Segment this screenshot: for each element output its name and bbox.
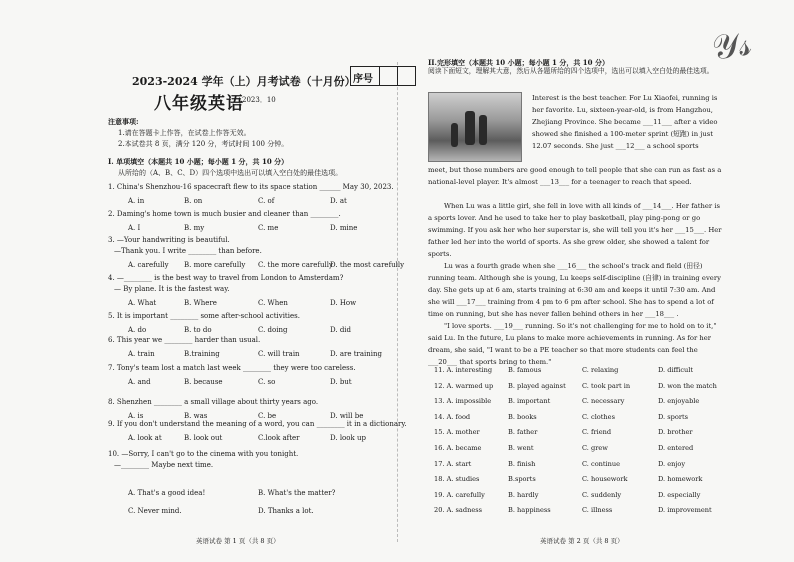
question-stem-line2: —________ Maybe next time. — [114, 461, 214, 469]
passage-paragraph-4: "I love sports. ___19___ running. So it's not challenging for me to hold on to it," said Lu. In the future, Lu plans to make more achievements in running. As for her dream, she said, "I want to be a PE teacher so that more students can feel the ___20___ that sports bring to them." — [428, 322, 717, 366]
note-2: 2.本试卷共 8 页，满分 120 分，考试时间 100 分钟。 — [118, 140, 289, 148]
choice-option: D. especially — [658, 490, 701, 499]
question-stem-line2: —Thank you. I write ________ than before. — [114, 247, 262, 255]
answer-option: C. Never mind. — [128, 507, 182, 515]
choice-option: B.sports — [508, 475, 536, 484]
choice-option: B. played against — [508, 381, 566, 390]
choice-option: 15. A. mother — [434, 428, 480, 437]
answer-option: A. and — [128, 378, 151, 386]
passage-paragraph-2: When Lu was a little girl, she fell in love with all kinds of ___14___. Her father is a sports lover. And he used to take her to play basketball, play ping-pong or go swimming. If you ask her who her superstar is, she will tell you it's her ___15___. Her father led her into the world of sports. As she grew older, she showed a talent for sports. — [428, 202, 722, 258]
choice-option: 18. A. studies — [434, 475, 480, 484]
choice-option: D. enjoy — [658, 459, 686, 468]
question-stem-line2: — By plane. It is the fastest way. — [114, 285, 230, 293]
question-stem: 8. Shenzhen ________ a small village about thirty years ago. — [108, 398, 319, 406]
choice-option: D. homework — [658, 475, 703, 484]
choice-option: D. difficult — [658, 366, 694, 374]
seq-number-box — [350, 66, 416, 86]
choice-option: B. went — [508, 444, 534, 452]
answer-option: B. because — [184, 378, 223, 386]
runner-photo — [428, 92, 522, 162]
section2-instructions: 阅读下面短文，理解其大意，然后从各题所给的四个选项中，选出可以填入空白处的最佳选项。 — [428, 67, 714, 75]
answer-option: B. to do — [184, 326, 212, 334]
answer-option: A. I — [128, 224, 141, 232]
seq-cell[interactable] — [379, 67, 398, 85]
choice-option: 16. A. became — [434, 444, 482, 452]
question-stem: 10. —Sorry, I can't go to the cinema with you tonight. — [108, 450, 299, 458]
exam-date: 2023．10 — [242, 96, 276, 104]
question-stem: 7. Tony's team lost a match last week ________ they were too careless. — [108, 364, 356, 372]
choice-option: C. clothes — [582, 412, 615, 421]
page-footer-left: 英语试卷 第 1 页（共 8 页） — [196, 537, 280, 545]
choice-option: B. important — [508, 397, 551, 406]
seq-cell[interactable] — [397, 67, 416, 85]
passage-paragraph-3: Lu was a fourth grade when she ___16___ the school's track and field (田径) running team. Although she is young, Lu keeps self-discipline (自律) in training every day. She gets up at 6 am, starts training at 6:30 am and keeps it until 7:30 am. And she will ___17___ training from 4 pm to 6 pm after school. She has to spend a lot of time on running, but she has never fallen behind others in her ___18___ . — [428, 262, 721, 318]
question-stem: 3. —Your handwriting is beautiful. — [108, 236, 230, 244]
exam-title: 2023-2024 学年（上）月考试卷（十月份） — [132, 75, 356, 88]
choice-option: D. won the match — [658, 381, 717, 390]
choice-option: D. enjoyable — [658, 397, 700, 406]
answer-option: B. look out — [184, 434, 223, 442]
choice-option: B. happiness — [508, 506, 551, 515]
answer-option: C. me — [258, 224, 279, 232]
answer-option: C.look after — [258, 434, 300, 442]
answer-option: A. do — [128, 326, 147, 334]
choice-option: C. friend — [582, 428, 612, 437]
answer-option: B. was — [184, 412, 208, 420]
choice-option: 12. A. warmed up — [434, 381, 494, 390]
section2-title: II.完形填空（本题共 10 小题；每小题 1 分，共 10 分） — [428, 58, 609, 67]
handwritten-mark: 𝒴𝓈 — [709, 23, 754, 69]
question-stem: 6. This year we ________ harder than usual. — [108, 336, 261, 344]
passage-paragraph-1-cont: meet, but those numbers are good enough to tell people that she can run as fast as a national-level player. It's almost ___13___ for a teenager to reach that speed. — [428, 166, 722, 186]
answer-option: D. will be — [330, 412, 364, 420]
notes-heading: 注意事项: — [108, 117, 139, 126]
section1-instructions: 从所给的（A、B、C、D）四个选项中选出可以填入空白处的最佳选项。 — [118, 169, 343, 177]
choice-option: D. improvement — [658, 506, 712, 515]
choice-option: D. brother — [658, 428, 693, 437]
choice-option: B. finish — [508, 459, 536, 468]
choice-option: 20. A. sadness — [434, 506, 482, 515]
choice-option: C. illness — [582, 506, 613, 515]
answer-option: B. Where — [184, 299, 217, 307]
choice-option: 17. A. start — [434, 459, 472, 468]
choice-option: 14. A. food — [434, 412, 471, 421]
choice-option: B. famous — [508, 366, 542, 374]
choice-option: C. housework — [582, 475, 628, 484]
subject-title: 八年级英语 — [154, 94, 244, 114]
answer-option: A. That's a good idea! — [128, 489, 206, 497]
note-1: 1.请在答题卡上作答，在试卷上作答无效。 — [118, 129, 251, 137]
answer-option: C. will train — [258, 350, 300, 358]
answer-option: D. but — [330, 378, 352, 386]
choice-option: D. entered — [658, 444, 694, 452]
question-stem: 9. If you don't understand the meaning of a word, you can ________ it in a dictionary. — [108, 420, 407, 428]
answer-option: D. How — [330, 299, 357, 307]
choice-option: C. took part in — [582, 381, 631, 390]
choice-option: C. continue — [582, 459, 621, 468]
choice-option: C. relaxing — [582, 366, 619, 374]
answer-option: B. on — [184, 197, 203, 205]
answer-option: C. doing — [258, 326, 288, 334]
answer-option: A. in — [128, 197, 145, 205]
answer-option: C. the more carefully — [258, 261, 333, 269]
choice-option: 19. A. carefully — [434, 490, 485, 499]
answer-option: C. of — [258, 197, 275, 205]
choice-option: B. father — [508, 428, 538, 437]
answer-option: D. are training — [330, 350, 383, 358]
section1-title: I. 单项填空（本题共 10 小题；每小题 1 分，共 10 分） — [108, 157, 289, 166]
seq-label: 序号 — [353, 74, 373, 85]
choice-option: 13. A. impossible — [434, 397, 492, 406]
answer-option: D. mine — [330, 224, 358, 232]
answer-option: C. When — [258, 299, 288, 307]
answer-option: B.training — [184, 350, 220, 358]
answer-option: D. Thanks a lot. — [258, 507, 314, 515]
answer-option: C. be — [258, 412, 277, 420]
passage-paragraph-1: Interest is the best teacher. For Lu Xiaofei, running is her favorite. Lu, sixteen-year-old, is from Hangzhou, Zhejiang Province. She became ___11___ after a video showed she finished a 100-meter sprint (短跑) in just 12.07 seconds. She just ___12___ a school sports — [532, 94, 718, 150]
question-stem: 4. —________ is the best way to travel from London to Amsterdam? — [108, 274, 344, 282]
answer-option: A. What — [128, 299, 157, 307]
answer-option: B. What's the matter? — [258, 489, 336, 497]
answer-option: A. is — [128, 412, 144, 420]
answer-option: B. my — [184, 224, 205, 232]
choice-option: B. books — [508, 412, 537, 421]
answer-option: A. look at — [128, 434, 162, 442]
choice-option: D. sports — [658, 412, 689, 421]
answer-option: D. at — [330, 197, 347, 205]
answer-option: A. train — [128, 350, 155, 358]
choice-option: C. grew — [582, 444, 608, 452]
page-divider — [397, 62, 398, 542]
question-stem: 2. Daming's home town is much busier and cleaner than ________. — [108, 210, 341, 218]
page-footer-right: 英语试卷 第 2 页（共 8 页） — [540, 537, 624, 545]
question-stem: 5. It is important ________ some after-school activities. — [108, 312, 300, 320]
answer-option: A. carefully — [128, 261, 169, 269]
answer-option: B. more carefully — [184, 261, 246, 269]
answer-option: C. so — [258, 378, 276, 386]
choice-option: 11. A. interesting — [434, 366, 493, 374]
choice-option: B. hardly — [508, 490, 539, 499]
choice-option: C. suddenly — [582, 490, 622, 499]
answer-option: D. look up — [330, 434, 366, 442]
answer-option: D. did — [330, 326, 352, 334]
question-stem: 1. China's Shenzhou-16 spacecraft flew to its space station ______ May 30, 2023. — [108, 183, 394, 191]
choice-option: C. necessary — [582, 397, 625, 406]
answer-option: D. the most carefully — [330, 261, 405, 269]
